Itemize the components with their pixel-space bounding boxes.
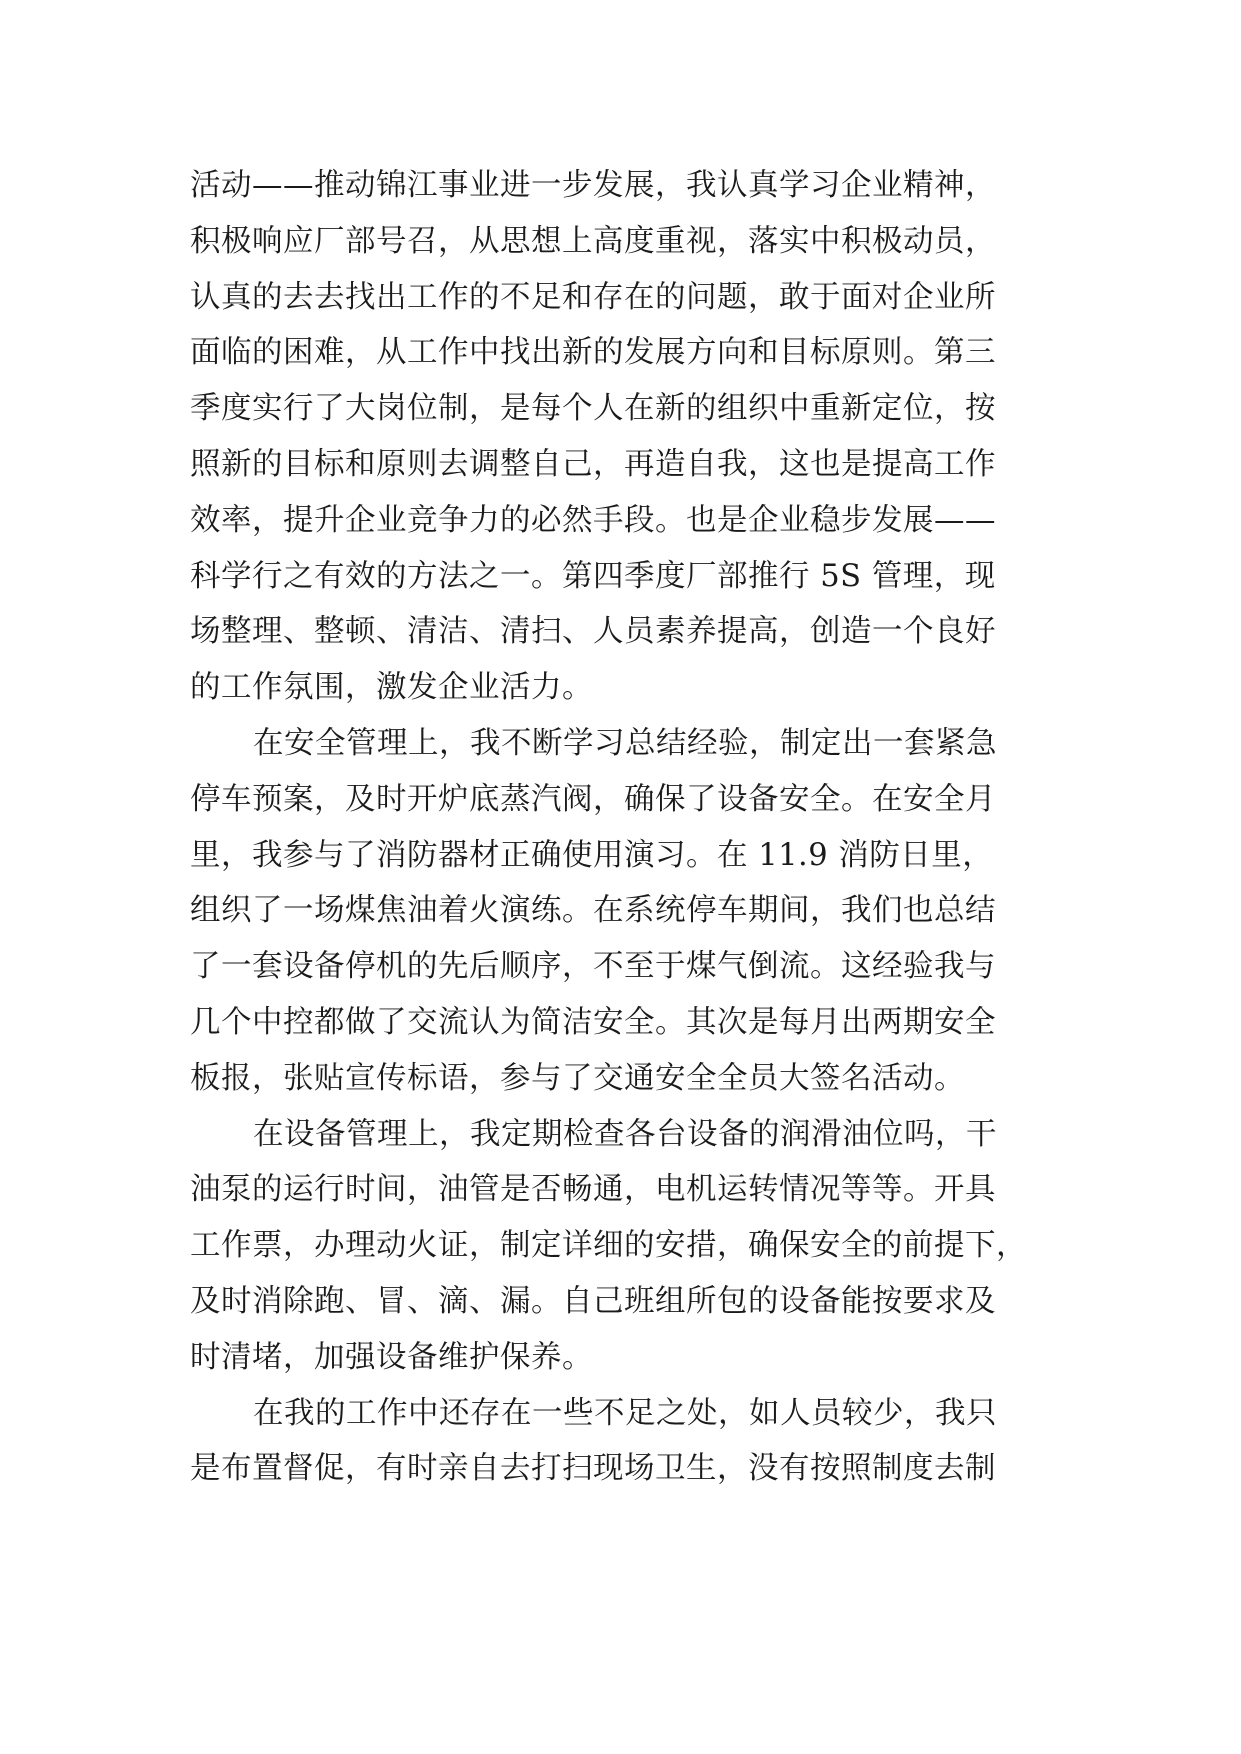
text-line: 积极响应厂部号召，从思想上高度重视，落实中积极动员， xyxy=(190,223,996,259)
text-line: 季度实行了大岗位制，是每个人在新的组织中重新定位，按 xyxy=(190,391,996,427)
text-line: 照新的目标和原则去调整自己，再造自我，这也是提高工作 xyxy=(190,446,996,482)
text-line: 工作票，办理动火证，制定详细的安措，确保安全的前提下， xyxy=(190,1228,1027,1264)
paragraph-start-line: 在设备管理上，我定期检查各台设备的润滑油位吗，干 xyxy=(253,1116,997,1152)
text-line: 效率，提升企业竞争力的必然手段。也是企业稳步发展—— xyxy=(190,502,996,538)
text-line: 油泵的运行时间，油管是否畅通，电机运转情况等等。开具 xyxy=(190,1172,996,1208)
text-line: 科学行之有效的方法之一。第四季度厂部推行 5S 管理，现 xyxy=(190,558,996,594)
text-line: 是布置督促，有时亲自去打扫现场卫生，没有按照制度去制 xyxy=(190,1451,996,1487)
text-line: 活动——推动锦江事业进一步发展，我认真学习企业精神， xyxy=(190,168,996,203)
text-line: 几个中控都做了交流认为简洁安全。其次是每月出两期安全 xyxy=(190,1004,996,1040)
paragraph-start-line: 在安全管理上，我不断学习总结经验，制定出一套紧急 xyxy=(253,725,997,761)
body-text xyxy=(190,158,1070,1497)
text-line: 面临的困难，从工作中找出新的发展方向和目标原则。第三 xyxy=(190,335,996,371)
paragraph-start-line: 在我的工作中还存在一些不足之处，如人员较少，我只 xyxy=(253,1395,997,1431)
text-line: 及时消除跑、冒、滴、漏。自己班组所包的设备能按要求及 xyxy=(190,1283,996,1319)
text-line: 了一套设备停机的先后顺序，不至于煤气倒流。这经验我与 xyxy=(190,949,996,985)
text-line: 时清堵，加强设备维护保养。 xyxy=(190,1339,593,1375)
text-line: 里，我参与了消防器材正确使用演习。在 11.9 消防日里， xyxy=(190,837,994,873)
text-line: 板报，张贴宣传标语，参与了交通安全全员大签名活动。 xyxy=(190,1060,965,1096)
text-line: 组织了一场煤焦油着火演练。在系统停车期间，我们也总结 xyxy=(190,893,996,929)
text-line: 停车预案，及时开炉底蒸汽阀，确保了设备安全。在安全月 xyxy=(190,781,996,817)
text-line: 认真的去去找出工作的不足和存在的问题，敢于面对企业所 xyxy=(190,279,996,315)
text-line: 的工作氛围，激发企业活力。 xyxy=(190,670,593,706)
text-line: 场整理、整顿、清洁、清扫、人员素养提高，创造一个良好 xyxy=(190,614,996,650)
